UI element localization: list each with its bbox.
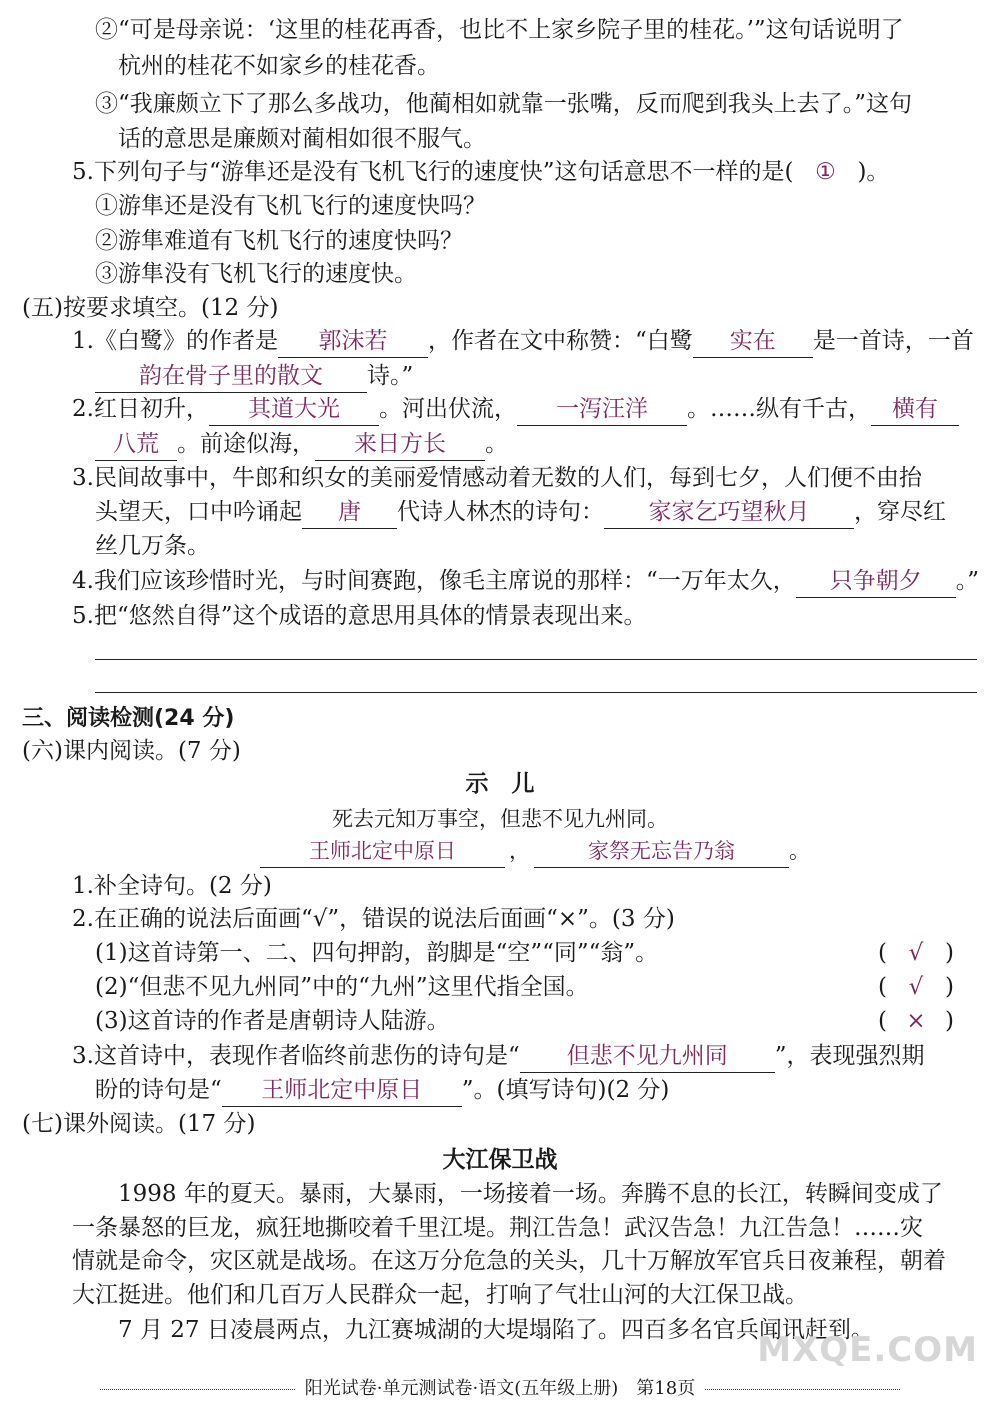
q4-statement-2-line2: 杭州的桂花不如家乡的桂花香。 xyxy=(118,53,440,79)
article-title: 大江保卫战 xyxy=(442,1147,558,1173)
answer-blank-line-2 xyxy=(95,692,977,693)
section-3-heading: 三、阅读检测(24 分) xyxy=(22,706,235,731)
answer-bahuang: 八荒 xyxy=(95,428,177,461)
fill-item-2-text-d: 。前途似海， xyxy=(177,431,315,457)
footer-divider-left xyxy=(100,1389,295,1390)
fill-item-1-text-c: 是一首诗，一首 xyxy=(812,328,974,354)
footer-divider-right xyxy=(705,1389,900,1390)
reading-q3-answer-1: 但悲不见九州同 xyxy=(520,1040,775,1073)
answer-lairifangchang: 来日方长 xyxy=(315,428,485,461)
fill-item-4-text-b: 。” xyxy=(955,568,979,594)
poem-title: 示 儿 xyxy=(465,771,535,797)
fill-item-1-line1 xyxy=(72,325,974,358)
reading-q3-text-a: 3.这首诗中，表现作者临终前悲伤的诗句是“ xyxy=(72,1043,520,1069)
q5-option-3: ③游隼没有飞机飞行的速度快。 xyxy=(95,261,417,287)
reading-q2-item-3-paren: ( × ) xyxy=(878,1005,954,1037)
fill-item-2-text-b: 。河出伏流， xyxy=(378,396,517,422)
fill-item-5: 5.把“悠然自得”这个成语的意思用具体的情景表现出来。 xyxy=(72,603,647,629)
answer-shizai: 实在 xyxy=(693,325,813,358)
q5-option-2: ②游隼难道有飞机飞行的速度快吗？ xyxy=(95,228,463,254)
reading-q2-item-3: (3)这首诗的作者是唐朝诗人陆游。 xyxy=(95,1008,450,1034)
answer-hengyou: 横有 xyxy=(871,393,959,426)
fill-item-1-text-d: 诗。” xyxy=(367,363,414,389)
poem-period: 。 xyxy=(789,839,810,863)
answer-poem-line: 家家乞巧望秋月 xyxy=(604,496,854,529)
fill-item-3-text-c: 代诗人林杰的诗句： xyxy=(397,499,604,525)
fill-item-2-text-e: 。 xyxy=(485,431,508,457)
reading-q3-line1 xyxy=(72,1040,924,1073)
fill-item-2-text-a: 2.红日初升， xyxy=(72,396,209,422)
article-para2-line1: 7 月 27 日凌晨两点，九江赛城湖的大堤塌陷了。四百多名官兵闻讯赶到。 xyxy=(118,1317,874,1343)
article-para1-line3: 情就是命令，灾区就是战场。在这万分危急的关头，几十万解放军官兵日夜兼程，朝着 xyxy=(72,1248,946,1274)
reading-q2-item-1: (1)这首诗第一、二、四句押韵，韵脚是“空”“同”“翁”。 xyxy=(95,940,659,966)
fill-item-3-text-d: ，穿尽红 xyxy=(854,499,946,525)
check-mark-icon: √ xyxy=(908,940,924,966)
poem-line-2 xyxy=(260,835,810,868)
article-para1-line2: 一条暴怒的巨龙，疯狂地撕咬着千里江堤。荆江告急！武汉告急！九江告急！……灾 xyxy=(72,1215,923,1241)
fill-item-2-line2 xyxy=(95,428,508,461)
reading-q1: 1.补全诗句。(2 分) xyxy=(72,873,272,899)
q5-stem xyxy=(72,156,889,188)
answer-zhizhengzhaoxi: 只争朝夕 xyxy=(796,565,956,598)
article-para1-line1: 1998 年的夏天。暴雨，大暴雨，一场接着一场。奔腾不息的长江，转瞬间变成了 xyxy=(118,1181,943,1207)
q5-answer: ① xyxy=(815,159,836,185)
poem-answer-1: 王师北定中原日 xyxy=(260,835,505,868)
answer-author: 郭沫若 xyxy=(278,325,428,358)
fill-item-3-line3: 丝几万条。 xyxy=(95,533,210,559)
reading-q2-item-1-paren: ( √ ) xyxy=(878,937,954,969)
reading-q3-text-c: 盼的诗句是“ xyxy=(95,1077,222,1103)
q5-stem-end: )。 xyxy=(857,159,890,185)
reading-q2-item-2: (2)“但悲不见九州同”中的“九州”这里代指全国。 xyxy=(95,974,589,1000)
fill-item-4-text-a: 4.我们应该珍惜时光，与时间赛跑，像毛主席说的那样：“一万年太久， xyxy=(72,568,796,594)
q5-option-1: ①游隼还是没有飞机飞行的速度快吗？ xyxy=(95,193,486,219)
reading-q3-line2 xyxy=(95,1074,669,1107)
fill-item-1-text-a: 1.《白鹭》的作者是 xyxy=(72,328,278,354)
watermark: MXQE.COM xyxy=(757,1330,978,1370)
fill-item-3-line2 xyxy=(95,496,946,529)
poem-line-1: 死去元知万事空，但悲不见九州同。 xyxy=(332,807,668,831)
q4-statement-3-line1: ③“我廉颇立下了那么多战功，他蔺相如就靠一张嘴，反而爬到我头上去了。”这句 xyxy=(95,91,913,117)
poem-answer-2: 家祭无忘告乃翁 xyxy=(534,835,789,868)
footer-text: 阳光试卷·单元测试卷·语文(五年级上册) 第18页 xyxy=(304,1378,696,1399)
q5-stem-text: 5.下列句子与“游隼还是没有飞机飞行的速度快”这句话意思不一样的是( xyxy=(72,159,794,185)
fill-item-1-line2 xyxy=(95,360,413,393)
answer-dynasty: 唐 xyxy=(302,496,397,529)
reading-q3-text-d: ”。(填写诗句)(2 分) xyxy=(461,1077,670,1103)
q4-statement-3-line2: 话的意思是廉颇对蔺相如很不服气。 xyxy=(118,126,486,152)
fill-item-3-line1: 3.民间故事中，牛郎和织女的美丽爱情感动着无数的人们，每到七夕，人们便不由抬 xyxy=(72,465,922,491)
fill-item-2-text-c: 。……纵有千古， xyxy=(686,396,871,422)
page-footer xyxy=(0,1374,1000,1400)
article-para1-line4: 大江挺进。他们和几百万人民群众一起，打响了气壮山河的大江保卫战。 xyxy=(72,1282,808,1308)
poem-comma: ， xyxy=(509,839,530,863)
reading-q3-answer-2: 王师北定中原日 xyxy=(222,1074,462,1107)
cross-mark-icon: × xyxy=(906,1008,926,1034)
reading-q2: 2.在正确的说法后面画“√”，错误的说法后面画“×”。(3 分) xyxy=(72,906,675,932)
part-6-heading: (六)课内阅读。(7 分) xyxy=(22,738,241,764)
check-mark-icon: √ xyxy=(908,974,924,1000)
q4-statement-2-line1: ②“可是母亲说：‘这里的桂花再香，也比不上家乡院子里的桂花。’”这句话说明了 xyxy=(95,17,904,43)
answer-blank-line-1 xyxy=(95,659,977,660)
part-7-heading: (七)课外阅读。(17 分) xyxy=(22,1111,256,1137)
fill-item-4 xyxy=(72,565,979,598)
answer-prose: 韵在骨子里的散文 xyxy=(95,360,367,393)
fill-item-1-text-b: ，作者在文中称赞：“白鹭 xyxy=(427,328,693,354)
fill-item-2-line1 xyxy=(72,393,959,426)
answer-qidaodaguang: 其道大光 xyxy=(209,393,379,426)
reading-q3-text-b: ”，表现强烈期 xyxy=(774,1043,925,1069)
answer-yixiewangyang: 一泻汪洋 xyxy=(517,393,687,426)
reading-q2-item-2-paren: ( √ ) xyxy=(878,971,954,1003)
section-5-heading: (五)按要求填空。(12 分) xyxy=(22,295,279,321)
fill-item-3-text-b: 头望天，口中吟诵起 xyxy=(95,499,302,525)
